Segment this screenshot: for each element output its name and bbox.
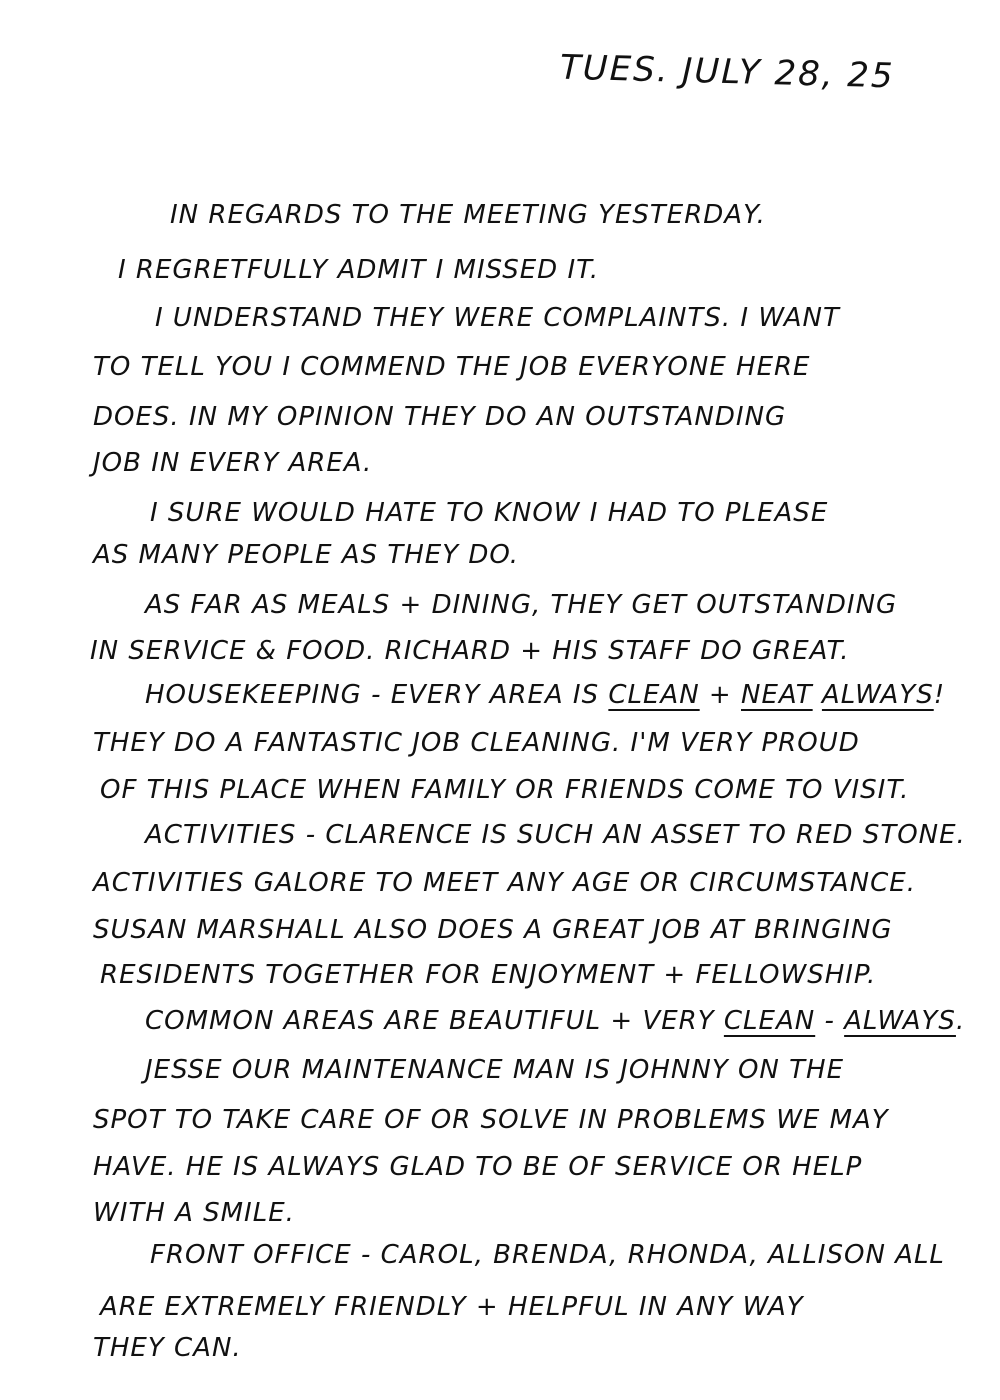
text-line: WITH A SMILE. — [93, 1198, 295, 1228]
text-line: SPOT TO TAKE CARE OF OR SOLVE IN PROBLEMS WE MAY — [93, 1105, 889, 1135]
text-segment: - — [815, 1006, 845, 1036]
text-segment: HOUSEKEEPING - EVERY AREA IS — [145, 680, 609, 710]
text-line: ACTIVITIES GALORE TO MEET ANY AGE OR CIRCUMSTANCE. — [93, 868, 916, 898]
text-line: THEY CAN. — [93, 1333, 242, 1363]
text-line: RESIDENTS TOGETHER FOR ENJOYMENT + FELLOWSHIP. — [100, 960, 877, 990]
text-line: OF THIS PLACE WHEN FAMILY OR FRIENDS COME TO VISIT. — [100, 775, 910, 805]
text-line: JESSE OUR MAINTENANCE MAN IS JOHNNY ON THE — [145, 1055, 845, 1085]
text-line: FRONT OFFICE - CAROL, BRENDA, RHONDA, ALLISON ALL — [150, 1240, 945, 1270]
text-line: AS FAR AS MEALS + DINING, THEY GET OUTSTANDING — [145, 590, 898, 620]
underlined-word: ALWAYS — [821, 680, 934, 710]
text-segment: . — [955, 1006, 966, 1036]
text-line: ARE EXTREMELY FRIENDLY + HELPFUL IN ANY WAY — [100, 1292, 804, 1322]
text-line: AS MANY PEOPLE AS THEY DO. — [93, 540, 520, 570]
underlined-word: NEAT — [741, 680, 813, 710]
housekeeping-line — [145, 680, 945, 710]
text-line: HAVE. HE IS ALWAYS GLAD TO BE OF SERVICE OR HELP — [93, 1152, 863, 1182]
letter-date: TUES. JULY 28, 25 — [559, 47, 896, 97]
text-line: IN REGARDS TO THE MEETING YESTERDAY. — [170, 200, 766, 230]
underlined-word: CLEAN — [723, 1006, 816, 1036]
underlined-word: ALWAYS — [844, 1006, 956, 1036]
text-line: THEY DO A FANTASTIC JOB CLEANING. I'M VERY PROUD — [93, 728, 860, 758]
text-line: JOB IN EVERY AREA. — [93, 448, 373, 478]
text-segment: + — [699, 680, 741, 710]
text-segment — [813, 680, 822, 710]
text-line: SUSAN MARSHALL ALSO DOES A GREAT JOB AT BRINGING — [93, 915, 893, 945]
text-line: DOES. IN MY OPINION THEY DO AN OUTSTANDING — [93, 402, 787, 432]
text-line: IN SERVICE & FOOD. RICHARD + HIS STAFF DO GREAT. — [90, 636, 850, 666]
underlined-word: CLEAN — [608, 680, 700, 710]
common-areas-line — [145, 1006, 965, 1036]
text-line: TO TELL YOU I COMMEND THE JOB EVERYONE HERE — [93, 352, 811, 382]
text-line: I UNDERSTAND THEY WERE COMPLAINTS. I WANT — [155, 303, 840, 333]
text-line: I SURE WOULD HATE TO KNOW I HAD TO PLEASE — [150, 498, 829, 528]
text-line: I REGRETFULLY ADMIT I MISSED IT. — [118, 255, 600, 285]
text-segment: COMMON AREAS ARE BEAUTIFUL + VERY — [145, 1006, 724, 1036]
text-line: ACTIVITIES - CLARENCE IS SUCH AN ASSET TO RED STONE. — [145, 820, 966, 850]
text-segment: ! — [933, 680, 946, 710]
